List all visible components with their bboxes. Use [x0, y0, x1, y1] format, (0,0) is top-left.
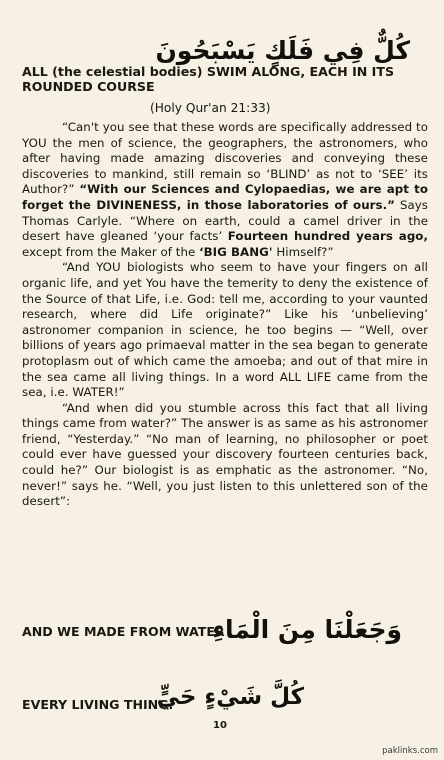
caption-living-thing: EVERY LIVING THING.: [22, 697, 174, 712]
bold-run: Fourteen hundred years ago,: [227, 229, 428, 244]
body-text: [22, 120, 428, 510]
text-run: “Can't you see that these words are specifically addressed to YOU the men of science, the geographers, the astronomers, who after having made amazing discoveries and conveying these discoveries to mankind, still remain so ‘BLIND’ as not to ‘SEE’ its Author?”: [22, 120, 428, 197]
text-run: Says Thomas Carlyle. “Where on earth, could a camel driver in the desert have gleaned ‘your facts’: [22, 197, 428, 244]
verse-translation-heading: ALL (the celestial bodies) SWIM ALONG, EACH IN ITS ROUNDED COURSE: [22, 64, 395, 94]
body-paragraph: [22, 260, 428, 400]
arabic-verse-living: كُلَّ شَيْءٍ حَيٍّ: [156, 684, 304, 710]
caption-water: AND WE MADE FROM WATER: [22, 624, 225, 639]
text-run: except from the Maker of the: [22, 244, 200, 259]
verse-reference: (Holy Qur'an 21:33): [150, 101, 271, 115]
body-paragraph: [22, 401, 428, 510]
arabic-verse-water: وَجَعَلْنَا مِنَ الْمَاءِ: [212, 615, 402, 644]
watermark: paklinks.com: [382, 746, 438, 756]
body-paragraph: [22, 120, 428, 260]
page-number: 10: [213, 720, 227, 731]
bold-run: ‘BIG BANG': [199, 244, 273, 259]
arabic-verse-top: كُلٌّ فِي فَلَكٍ يَسْبَحُونَ: [155, 36, 410, 65]
bold-run: “With our Sciences and Cylopaedias, we are apt to forget the DIVINENESS, in those laboratories of ours.”: [22, 182, 428, 212]
text-run: “And when did you stumble across this fact that all living things came from water?” The answer is as same as his astronomer friend, “Yesterday.” “No man of learning, no philosopher or poet could ever have guessed your discovery fourteen centuries back, could he?” Our biologist is as emphatic as the astronomer. “No, never!” says he. “Well, you just listen to this unlettered son of the desert”:: [22, 400, 428, 509]
text-run: “And YOU biologists who seem to have your fingers on all organic life, and yet You have the temerity to deny the existence of the Source of that Life, i.e. God: tell me, according to your vaunted research, where did Life originate?” Like his ‘unbelieving’ astronomer companion in science, he too begins — “Well, over billions of years ago primaeval matter in the sea began to generate protoplasm out of which came the amoeba; and out of that mire in the sea came all living things. In a word ALL LIFE came from the sea, i.e. WATER!”: [22, 260, 428, 400]
text-run: Himself?”: [272, 244, 334, 259]
